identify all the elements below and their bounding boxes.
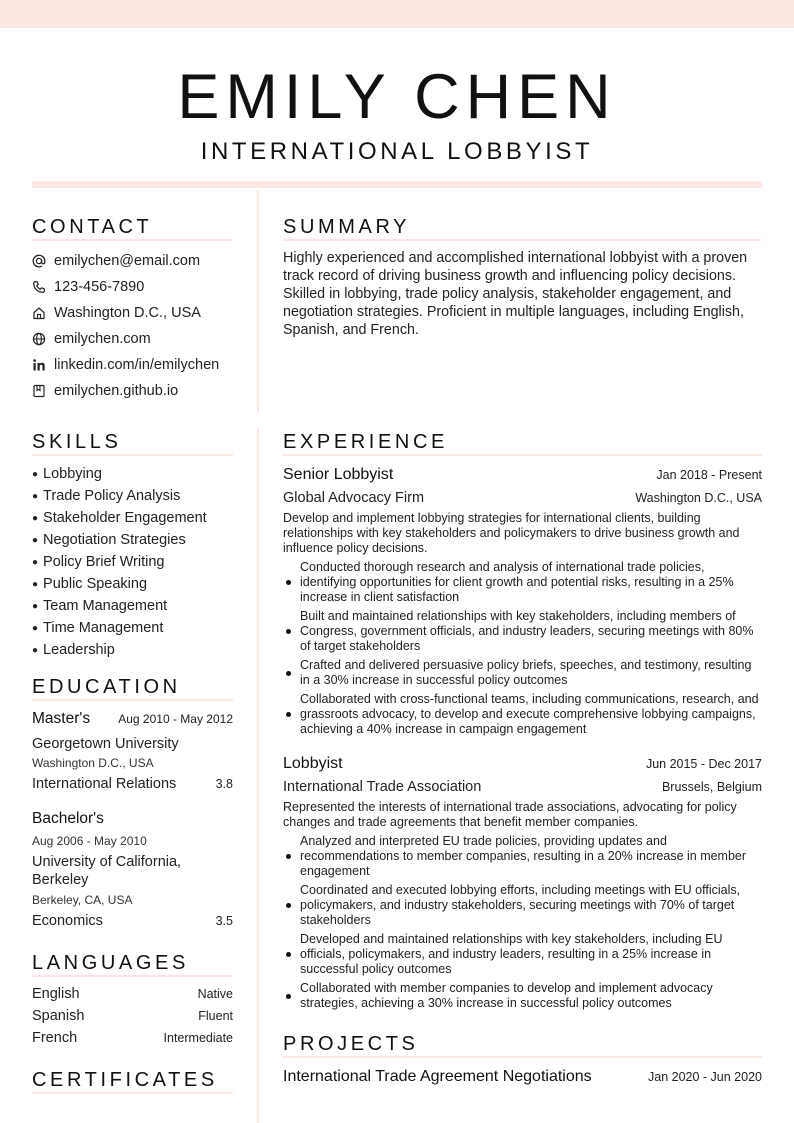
linkedin-icon xyxy=(32,358,46,372)
education-heading-rule xyxy=(32,699,233,701)
job-bullet xyxy=(283,692,763,737)
contact-heading-rule xyxy=(32,239,233,241)
languages-heading: LANGUAGES xyxy=(32,952,189,974)
contact-list xyxy=(32,248,257,404)
job-bullet-text: Conducted thorough research and analysis of international trade policies, identifying opportunities for client growth and potential risks, resulting in a 25% increase in client satisfaction xyxy=(300,560,734,604)
contact-heading: CONTACT xyxy=(32,216,153,238)
job-1-company-row xyxy=(283,490,762,506)
bullet-icon xyxy=(283,560,300,605)
education-gpa: 3.5 xyxy=(215,914,233,928)
job-bullet xyxy=(283,932,763,977)
education-location: Berkeley, CA, USA xyxy=(32,893,133,907)
language-level: Intermediate xyxy=(163,1031,233,1045)
contact-website-text: emilychen.com xyxy=(54,331,151,347)
job-bullet-text: Developed and maintained relationships with key stakeholders, including EU officials, policymakers, and industry leaders, resulting in a 25% increase in successful policy outcomes xyxy=(300,932,723,976)
skills-heading-rule xyxy=(32,454,233,456)
job-bullet xyxy=(283,609,763,654)
education-heading: EDUCATION xyxy=(32,676,181,698)
contact-address xyxy=(32,300,257,326)
education-field: International Relations xyxy=(32,776,177,792)
skill-label: Trade Policy Analysis xyxy=(43,488,181,504)
bullet-icon xyxy=(283,609,300,654)
job-2-header xyxy=(283,755,762,773)
bullet-icon xyxy=(283,658,300,688)
project-dates: Jan 2020 - Jun 2020 xyxy=(648,1070,762,1084)
certificates-heading-rule xyxy=(32,1092,233,1094)
contact-website[interactable] xyxy=(32,326,257,352)
certificates-heading: CERTIFICATES xyxy=(32,1069,218,1091)
bullet-icon: ● xyxy=(32,534,39,546)
skill-label: Policy Brief Writing xyxy=(43,554,165,570)
language-name: Spanish xyxy=(32,1008,85,1024)
bullet-icon: ● xyxy=(32,600,39,612)
home-icon xyxy=(32,306,46,320)
bullet-icon xyxy=(283,834,300,879)
language-level: Native xyxy=(197,987,233,1001)
contact-github-text: emilychen.github.io xyxy=(54,383,179,399)
bullet-icon xyxy=(283,883,300,928)
skill-item xyxy=(32,507,257,529)
education-location: Washington D.C., USA xyxy=(32,756,154,770)
contact-github[interactable] xyxy=(32,378,257,404)
job-bullet-text: Coordinated and executed lobbying efforts, including meetings with EU officials, policymakers, and industry stakeholders, securing meetings with 70% of target stakeholders xyxy=(300,883,741,927)
job-company: International Trade Association xyxy=(283,779,482,795)
job-bullet xyxy=(283,834,763,879)
contact-linkedin[interactable] xyxy=(32,352,257,378)
contact-phone-text: 123-456-7890 xyxy=(54,279,145,295)
bullet-icon: ● xyxy=(32,622,39,634)
bullet-icon xyxy=(283,692,300,737)
language-row xyxy=(32,1030,233,1046)
job-description: Represented the interests of international trade associations, advocating for policy changes and trade agreements that benefit member companies. xyxy=(283,800,737,829)
languages-heading-rule xyxy=(32,975,233,977)
education-degree: Master's xyxy=(32,710,91,727)
education-gpa: 3.8 xyxy=(215,777,233,791)
skill-label: Time Management xyxy=(43,620,164,636)
job-bullet-text: Analyzed and interpreted EU trade policies, providing updates and recommendations to member companies, resulting in a 20% increase in member engagement xyxy=(300,834,747,878)
skill-item xyxy=(32,617,257,639)
skill-label: Lobbying xyxy=(43,466,102,482)
skill-item xyxy=(32,463,257,485)
education-field: Economics xyxy=(32,913,103,929)
skill-item xyxy=(32,485,257,507)
header-divider xyxy=(32,181,762,188)
skill-label: Team Management xyxy=(43,598,168,614)
job-bullet xyxy=(283,883,763,928)
at-icon xyxy=(32,254,46,268)
education-entry-2-header xyxy=(32,810,233,828)
skill-label: Stakeholder Engagement xyxy=(43,510,207,526)
skill-label: Public Speaking xyxy=(43,576,148,592)
experience-heading: EXPERIENCE xyxy=(283,431,448,453)
skill-item xyxy=(32,639,257,661)
skills-list xyxy=(32,463,257,661)
job-bullet-text: Collaborated with member companies to develop and implement advocacy strategies, achieving a 30% increase in successful policy outcomes xyxy=(300,981,713,1010)
education-dates: Aug 2010 - May 2012 xyxy=(118,712,233,726)
education-dates: Aug 2006 - May 2010 xyxy=(32,834,147,848)
bullet-icon: ● xyxy=(32,490,39,502)
job-bullet xyxy=(283,658,763,688)
job-dates: Jan 2018 - Present xyxy=(656,468,762,482)
projects-heading-rule xyxy=(283,1056,762,1058)
job-2-company-row xyxy=(283,779,762,795)
summary-text: Highly experienced and accomplished international lobbyist with a proven track record of driving business growth and influencing policy decisions. Skilled in lobbying, trade policy analysis, stakeholder engagement, and negotiation strategies. Proficient in multiple languages, including English, Spanish, and French. xyxy=(283,250,748,338)
education-entry-2-field xyxy=(32,913,233,929)
candidate-name: EMILY CHEN xyxy=(177,62,617,132)
experience-heading-rule xyxy=(283,454,762,456)
skill-label: Negotiation Strategies xyxy=(43,532,186,548)
candidate-role: INTERNATIONAL LOBBYIST xyxy=(200,138,594,165)
column-divider-lower xyxy=(257,428,259,1123)
bookmark-icon xyxy=(32,384,46,398)
job-bullet xyxy=(283,560,763,605)
job-bullet-text: Collaborated with cross-functional teams, including communications, research, and grassroots advocacy, to develop and execute comprehensive lobbying campaigns, achieving a 40% increase in campaign engagement xyxy=(300,692,759,736)
contact-address-text: Washington D.C., USA xyxy=(54,305,201,321)
job-title: Lobbyist xyxy=(283,755,343,772)
language-name: English xyxy=(32,986,80,1002)
bullet-icon: ● xyxy=(32,556,39,568)
skills-heading: SKILLS xyxy=(32,431,122,453)
job-bullet xyxy=(283,981,763,1011)
summary-heading: SUMMARY xyxy=(283,216,411,238)
language-row xyxy=(32,1008,233,1024)
skill-item xyxy=(32,573,257,595)
job-bullet-text: Built and maintained relationships with key stakeholders, including members of Congress, government officials, and industry leaders, securing meetings with 80% of target stakeholders xyxy=(300,609,754,653)
contact-phone[interactable] xyxy=(32,274,257,300)
job-2-bullets xyxy=(283,834,763,1015)
top-accent-band xyxy=(0,0,794,28)
job-bullet-text: Crafted and delivered persuasive policy briefs, speeches, and testimony, resulting in a 30% increase in successful policy outcomes xyxy=(300,658,752,687)
bullet-icon xyxy=(283,932,300,977)
contact-linkedin-text: linkedin.com/in/emilychen xyxy=(54,357,220,373)
bullet-icon: ● xyxy=(32,512,39,524)
skill-item xyxy=(32,595,257,617)
contact-email-text: emilychen@email.com xyxy=(54,253,201,269)
skill-item xyxy=(32,529,257,551)
job-description: Develop and implement lobbying strategies for international clients, building relationships with key stakeholders and policymakers to drive business growth and influence policy decisions. xyxy=(283,511,740,555)
education-school: University of California, Berkeley xyxy=(32,854,182,888)
skill-item xyxy=(32,551,257,573)
column-divider-upper xyxy=(257,190,259,413)
skill-label: Leadership xyxy=(43,642,115,658)
job-company: Global Advocacy Firm xyxy=(283,490,425,506)
education-degree: Bachelor's xyxy=(32,810,104,827)
language-level: Fluent xyxy=(198,1009,233,1023)
summary-heading-rule xyxy=(283,239,762,241)
job-dates: Jun 2015 - Dec 2017 xyxy=(645,757,762,771)
education-entry-1-field xyxy=(32,776,233,792)
bullet-icon: ● xyxy=(32,468,39,480)
bullet-icon: ● xyxy=(32,644,39,656)
project-title: International Trade Agreement Negotiations xyxy=(283,1068,592,1085)
contact-email[interactable] xyxy=(32,248,257,274)
bullet-icon: ● xyxy=(32,578,39,590)
language-row xyxy=(32,986,233,1002)
projects-heading: PROJECTS xyxy=(283,1033,419,1055)
education-school: Georgetown University xyxy=(32,736,179,752)
education-entry-1-header xyxy=(32,710,233,728)
job-title: Senior Lobbyist xyxy=(283,466,394,483)
job-1-bullets xyxy=(283,560,763,741)
job-location: Brussels, Belgium xyxy=(661,780,762,794)
job-location: Washington D.C., USA xyxy=(635,491,762,505)
phone-icon xyxy=(32,280,46,294)
job-1-header xyxy=(283,466,762,484)
language-name: French xyxy=(32,1030,78,1046)
bullet-icon xyxy=(283,981,300,1011)
globe-icon xyxy=(32,332,46,346)
project-row xyxy=(283,1068,762,1086)
